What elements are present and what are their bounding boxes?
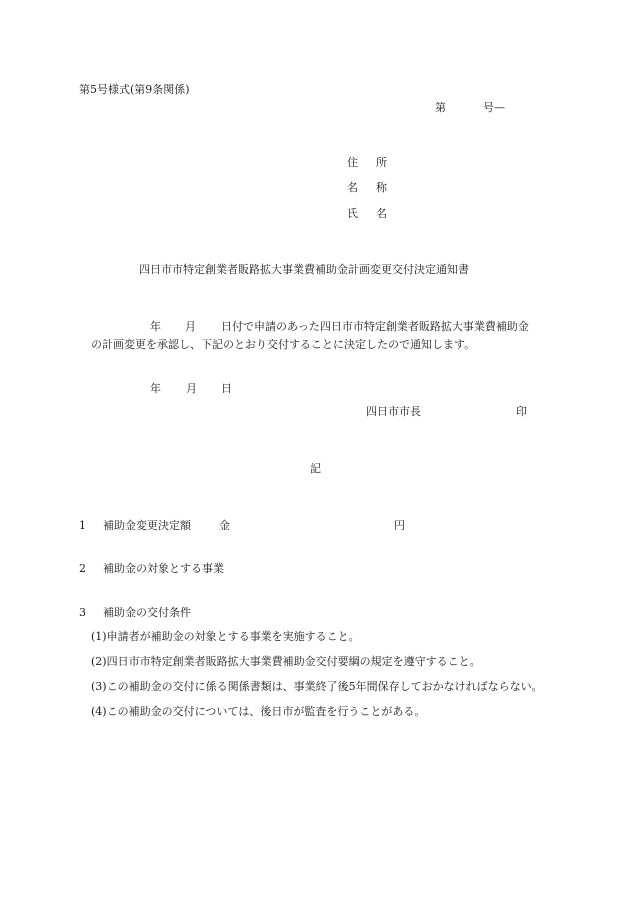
- item-2-label: 補助金の対象とする事業: [103, 562, 224, 575]
- condition-3: (3)この補助金の交付に係る関係書類は、事業終了後5年間保存しておかなければならない。: [91, 680, 543, 693]
- condition-4: (4)この補助金の交付については、後日市が監査を行うことがある。: [91, 705, 426, 718]
- body-nen: 年: [150, 320, 161, 333]
- date-tsuki: 月: [186, 382, 197, 395]
- item-1-label: 補助金変更決定額: [103, 519, 191, 532]
- item-3-number: 3: [79, 606, 86, 619]
- condition-2: (2)四日市市特定創業者販路拡大事業費補助金交付要綱の規定を遵守すること。: [91, 655, 481, 668]
- address-label-1: 住: [347, 156, 358, 169]
- address-label-2: 所: [376, 156, 387, 169]
- name-label-1: 名: [347, 181, 358, 194]
- date-hi: 日: [221, 382, 232, 395]
- item-3-label: 補助金の交付条件: [103, 606, 191, 619]
- issuer-seal: 印: [516, 405, 527, 418]
- body-tsuki: 月: [185, 320, 196, 333]
- name-label-2: 称: [376, 181, 387, 194]
- number-dai: 第: [435, 101, 446, 114]
- body-line1: 日付で申請のあった四日市市特定創業者販路拡大事業費補助金: [221, 320, 529, 333]
- person-label-1: 氏: [347, 207, 358, 220]
- body-line2: の計画変更を承認し、下記のとおり交付することに決定したので通知します。: [91, 338, 476, 351]
- issuer-name: 四日市市長: [366, 405, 421, 418]
- person-label-2: 名: [376, 207, 387, 220]
- ki-heading: 記: [310, 462, 321, 475]
- date-nen: 年: [150, 382, 161, 395]
- item-1-yen: 円: [394, 519, 405, 532]
- condition-1: (1)申請者が補助金の対象とする事業を実施すること。: [91, 630, 360, 643]
- item-1-number: 1: [79, 519, 86, 532]
- document-title: 四日市市特定創業者販路拡大事業費補助金計画変更交付決定通知書: [139, 263, 469, 276]
- form-label: 第5号様式(第9条関係): [79, 83, 190, 96]
- number-go: 号—: [483, 101, 505, 114]
- item-1-kin: 金: [219, 519, 230, 532]
- item-2-number: 2: [79, 562, 86, 575]
